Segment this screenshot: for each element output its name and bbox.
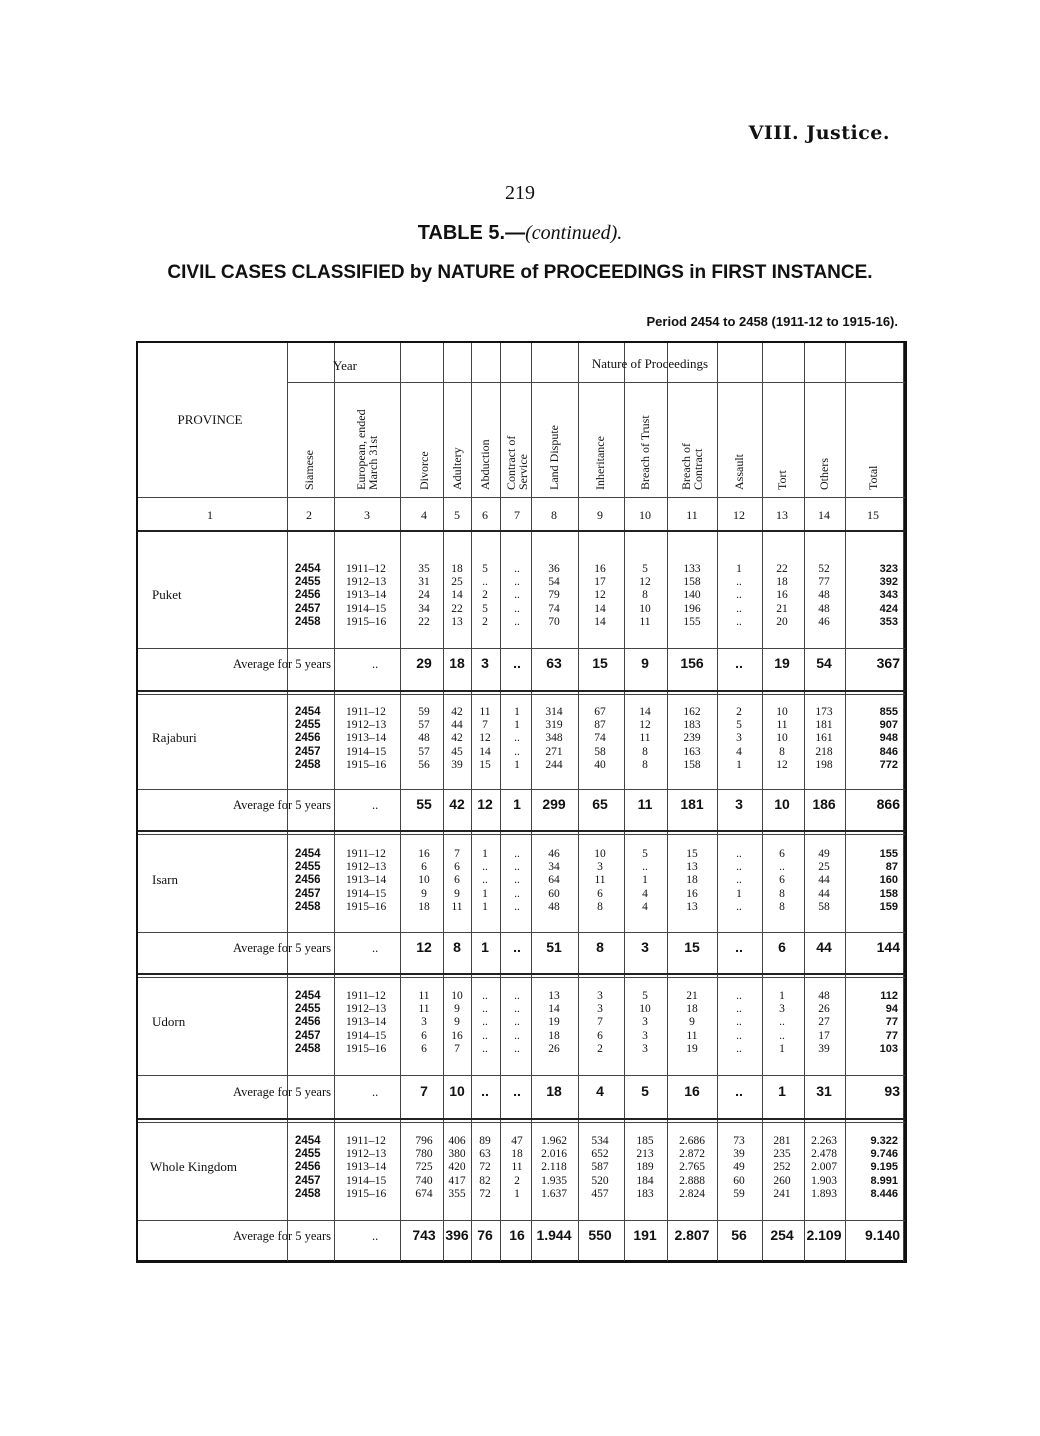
adultery-values: 7 6 6 9 11 <box>451 848 463 913</box>
breach-of-contract-values: 133 158 140 196 155 <box>683 563 701 628</box>
average-dots: .. <box>372 657 379 671</box>
period-label: Period 2454 to 2458 (1911-12 to 1915-16). <box>646 314 898 329</box>
inheritance-average: 8 <box>596 939 604 955</box>
section-header: VIII. Justice. <box>748 122 890 144</box>
adultery-average: 8 <box>453 939 461 955</box>
column-number: 9 <box>597 508 603 522</box>
breach-of-trust-values: 5 12 8 10 11 <box>639 563 651 628</box>
abduction-average: 76 <box>477 1227 493 1243</box>
abduction-average: 1 <box>481 939 489 955</box>
vertical-rule <box>334 343 335 1261</box>
average-dots: .. <box>372 1229 379 1243</box>
european-years: 1911–12 1912–13 1913–14 1914–15 1915–16 <box>346 990 387 1055</box>
average-rule <box>138 1220 905 1221</box>
column-number: 7 <box>514 508 520 522</box>
table-title-continued: (continued). <box>525 222 623 244</box>
divorce-values: 35 31 24 34 22 <box>418 563 430 628</box>
breach-of-contract-values: 162 183 239 163 158 <box>683 706 701 771</box>
average-rule <box>138 648 905 649</box>
others-average: 186 <box>812 796 836 812</box>
land-dispute-values: 314 319 348 271 244 <box>545 706 563 771</box>
contract-of-service-average: 16 <box>509 1227 525 1243</box>
divorce-values: 11 11 3 6 6 <box>418 990 430 1055</box>
average-label: Average for 5 years <box>233 1229 331 1243</box>
contract-of-service-header: Contract of Service <box>504 435 530 490</box>
others-values: 173 181 161 218 198 <box>815 706 833 771</box>
province-name-rajaburi: Rajaburi <box>152 730 197 745</box>
contract-of-service-values: .. .. .. .. .. <box>514 990 520 1055</box>
average-label: Average for 5 years <box>233 941 331 955</box>
average-rule <box>138 1075 905 1076</box>
adultery-average: 396 <box>445 1227 469 1243</box>
european-years: 1911–12 1912–13 1913–14 1914–15 1915–16 <box>346 1135 387 1200</box>
european-header: European, ended March 31st <box>354 409 380 490</box>
abduction-values: 89 63 72 82 72 <box>479 1135 491 1200</box>
total-values: 155 87 160 158 159 <box>879 848 898 913</box>
others-average: 2.109 <box>806 1227 842 1243</box>
siamese-years: 2454 2455 2456 2457 2458 <box>295 563 321 628</box>
divorce-average: 7 <box>420 1083 428 1099</box>
tort-values: 6 .. 6 8 8 <box>779 848 785 913</box>
average-dots: .. <box>372 1085 379 1099</box>
breach-of-contract-header: Breach of Contract <box>679 443 705 490</box>
siamese-years: 2454 2455 2456 2457 2458 <box>295 848 321 913</box>
adultery-average: 42 <box>449 796 465 812</box>
tort-values: 281 235 252 260 241 <box>773 1135 791 1200</box>
column-number: 10 <box>639 508 651 522</box>
contract-of-service-average: .. <box>513 655 521 671</box>
divorce-average: 55 <box>416 796 432 812</box>
table-title <box>300 222 740 245</box>
assault-values: 73 39 49 60 59 <box>733 1135 745 1200</box>
inheritance-average: 4 <box>596 1083 604 1099</box>
adultery-values: 10 9 9 16 7 <box>451 990 463 1055</box>
others-header: Others <box>817 458 831 490</box>
total-header: Total <box>866 465 880 490</box>
land-dispute-average: 51 <box>546 939 562 955</box>
total-average: 866 <box>876 796 900 812</box>
table-subtitle: CIVIL CASES CLASSIFIED by NATURE of PROCEEDINGS in FIRST INSTANCE. <box>167 262 873 283</box>
others-values: 49 25 44 44 58 <box>818 848 830 913</box>
column-number: 13 <box>776 508 788 522</box>
breach-of-trust-values: 5 .. 1 4 4 <box>642 848 648 913</box>
abduction-values: 5 .. 2 5 2 <box>482 563 488 628</box>
european-years: 1911–12 1912–13 1913–14 1914–15 1915–16 <box>346 706 387 771</box>
land-dispute-average: 299 <box>542 796 566 812</box>
breach-of-contract-average: 156 <box>680 655 704 671</box>
column-number: 6 <box>482 508 488 522</box>
divorce-values: 796 780 725 740 674 <box>415 1135 433 1200</box>
divorce-values: 59 57 48 57 56 <box>418 706 430 771</box>
breach-of-contract-values: 21 18 9 11 19 <box>686 990 698 1055</box>
breach-of-contract-average: 2.807 <box>674 1227 710 1243</box>
breach-of-trust-average: 5 <box>641 1083 649 1099</box>
total-average: 93 <box>884 1083 900 1099</box>
average-dots: .. <box>372 798 379 812</box>
others-values: 48 26 27 17 39 <box>818 990 830 1055</box>
header-rule <box>138 530 905 532</box>
tort-values: 10 11 10 8 12 <box>776 706 788 771</box>
assault-header: Assault <box>732 454 746 490</box>
land-dispute-average: 1.944 <box>536 1227 572 1243</box>
province-name-udorn: Udorn <box>152 1014 186 1029</box>
inheritance-values: 67 87 74 58 40 <box>594 706 606 771</box>
column-number: 3 <box>364 508 370 522</box>
section-rule <box>138 834 905 835</box>
average-rule <box>138 932 905 933</box>
province-name-isarn: Isarn <box>152 872 178 887</box>
column-number: 12 <box>733 508 745 522</box>
column-number: 11 <box>686 508 698 522</box>
abduction-header: Abduction <box>478 439 492 490</box>
assault-average: .. <box>735 939 743 955</box>
abduction-average: 12 <box>477 796 493 812</box>
column-number: 1 <box>207 508 213 522</box>
abduction-values: 1 .. .. 1 1 <box>482 848 488 913</box>
contract-of-service-values: .. .. .. .. .. <box>514 848 520 913</box>
column-number: 14 <box>818 508 830 522</box>
tort-average: 254 <box>770 1227 794 1243</box>
inheritance-average: 65 <box>592 796 608 812</box>
year-header: Year <box>333 358 357 373</box>
average-rule <box>138 789 905 790</box>
siamese-years: 2454 2455 2456 2457 2458 <box>295 706 321 771</box>
adultery-header: Adultery <box>450 447 464 490</box>
european-years: 1911–12 1912–13 1913–14 1914–15 1915–16 <box>346 563 387 628</box>
others-values: 52 77 48 48 46 <box>818 563 830 628</box>
others-average: 44 <box>816 939 832 955</box>
breach-of-contract-values: 15 13 18 16 13 <box>686 848 698 913</box>
province-header: PROVINCE <box>177 412 243 427</box>
contract-of-service-average: 1 <box>513 796 521 812</box>
assault-average: 56 <box>731 1227 747 1243</box>
column-number: 8 <box>551 508 557 522</box>
breach-of-trust-values: 185 213 189 184 183 <box>636 1135 654 1200</box>
assault-values: 2 5 3 4 1 <box>736 706 742 771</box>
tort-average: 19 <box>774 655 790 671</box>
column-number: 15 <box>867 508 879 522</box>
section-rule <box>138 973 905 975</box>
adultery-values: 42 44 42 45 39 <box>451 706 463 771</box>
breach-of-trust-average: 191 <box>633 1227 657 1243</box>
inheritance-values: 16 17 12 14 14 <box>594 563 606 628</box>
inheritance-average: 15 <box>592 655 608 671</box>
province-name-puket: Puket <box>152 587 182 602</box>
others-average: 54 <box>816 655 832 671</box>
breach-of-trust-header: Breach of Trust <box>638 415 652 490</box>
nature-header: Nature of Proceedings <box>591 356 709 371</box>
total-values: 9.322 9.746 9.195 8.991 8.446 <box>870 1135 898 1200</box>
abduction-values: 11 7 12 14 15 <box>479 706 491 771</box>
breach-of-trust-average: 11 <box>637 796 653 812</box>
header-rule <box>287 382 905 383</box>
section-rule <box>138 694 905 695</box>
divorce-header: Divorce <box>417 451 431 490</box>
assault-values: .. .. .. 1 .. <box>736 848 742 913</box>
abduction-average: .. <box>481 1083 489 1099</box>
european-years: 1911–12 1912–13 1913–14 1914–15 1915–16 <box>346 848 387 913</box>
tort-average: 10 <box>774 796 790 812</box>
assault-values: .. .. .. .. .. <box>736 990 742 1055</box>
inheritance-values: 10 3 11 6 8 <box>594 848 606 913</box>
divorce-average: 29 <box>416 655 432 671</box>
total-average: 367 <box>876 655 900 671</box>
column-number: 4 <box>421 508 427 522</box>
average-label: Average for 5 years <box>233 657 331 671</box>
contract-of-service-average: .. <box>513 939 521 955</box>
section-rule <box>138 690 905 692</box>
tort-average: 6 <box>778 939 786 955</box>
siamese-years: 2454 2455 2456 2457 2458 <box>295 1135 321 1200</box>
adultery-average: 18 <box>449 655 465 671</box>
adultery-values: 18 25 14 22 13 <box>451 563 463 628</box>
contract-of-service-values: 47 18 11 2 1 <box>511 1135 523 1200</box>
breach-of-contract-average: 15 <box>684 939 700 955</box>
breach-of-trust-values: 14 12 11 8 8 <box>639 706 651 771</box>
province-name-whole-kingdom: Whole Kingdom <box>150 1159 238 1174</box>
breach-of-contract-average: 181 <box>680 796 704 812</box>
inheritance-values: 3 3 7 6 2 <box>597 990 603 1055</box>
inheritance-values: 534 652 587 520 457 <box>591 1135 609 1200</box>
land-dispute-values: 46 34 64 60 48 <box>548 848 560 913</box>
others-values: 2.263 2.478 2.007 1.903 1.893 <box>811 1135 837 1200</box>
land-dispute-header: Land Dispute <box>547 425 561 490</box>
column-number: 2 <box>306 508 312 522</box>
assault-average: .. <box>735 1083 743 1099</box>
inheritance-average: 550 <box>588 1227 612 1243</box>
land-dispute-values: 36 54 79 74 70 <box>548 563 560 628</box>
total-values: 323 392 343 424 353 <box>879 563 898 628</box>
adultery-values: 406 380 420 417 355 <box>448 1135 466 1200</box>
column-number: 5 <box>454 508 460 522</box>
page-number: 219 <box>505 182 535 204</box>
adultery-average: 10 <box>449 1083 465 1099</box>
breach-of-trust-average: 9 <box>641 655 649 671</box>
breach-of-trust-average: 3 <box>641 939 649 955</box>
contract-of-service-values: 1 1 .. .. 1 <box>514 706 520 771</box>
section-rule <box>138 977 905 978</box>
total-values: 112 94 77 77 103 <box>879 990 898 1055</box>
divorce-values: 16 6 10 9 18 <box>418 848 430 913</box>
total-average: 9.140 <box>864 1227 900 1243</box>
siamese-header: Siamese <box>302 450 316 490</box>
vertical-rule <box>903 343 904 1261</box>
tort-header: Tort <box>775 470 789 490</box>
tort-values: 1 3 .. .. 1 <box>779 990 785 1055</box>
total-values: 855 907 948 846 772 <box>879 706 898 771</box>
divorce-average: 743 <box>412 1227 436 1243</box>
siamese-years: 2454 2455 2456 2457 2458 <box>295 990 321 1055</box>
breach-of-contract-values: 2.686 2.872 2.765 2.888 2.824 <box>679 1135 705 1200</box>
section-rule <box>138 1122 905 1123</box>
average-dots: .. <box>372 941 379 955</box>
inheritance-header: Inheritance <box>593 436 607 490</box>
land-dispute-values: 13 14 19 18 26 <box>548 990 560 1055</box>
header-rule <box>138 497 905 498</box>
contract-of-service-values: .. .. .. .. .. <box>514 563 520 628</box>
total-average: 144 <box>876 939 900 955</box>
breach-of-contract-average: 16 <box>684 1083 700 1099</box>
section-rule <box>138 830 905 832</box>
assault-average: 3 <box>735 796 743 812</box>
breach-of-trust-values: 5 10 3 3 3 <box>639 990 651 1055</box>
contract-of-service-average: .. <box>513 1083 521 1099</box>
section-rule <box>138 1118 905 1120</box>
tort-average: 1 <box>778 1083 786 1099</box>
tort-values: 22 18 16 21 20 <box>776 563 788 628</box>
others-average: 31 <box>816 1083 832 1099</box>
average-label: Average for 5 years <box>233 798 331 812</box>
land-dispute-average: 63 <box>546 655 562 671</box>
divorce-average: 12 <box>416 939 432 955</box>
abduction-values: .. .. .. .. .. <box>482 990 488 1055</box>
assault-values: 1 .. .. .. .. <box>736 563 742 628</box>
land-dispute-average: 18 <box>546 1083 562 1099</box>
abduction-average: 3 <box>481 655 489 671</box>
land-dispute-values: 1.962 2.016 2.118 1.935 1.637 <box>541 1135 567 1200</box>
average-label: Average for 5 years <box>233 1085 331 1099</box>
table-title-main: TABLE 5.— <box>417 222 526 244</box>
assault-average: .. <box>735 655 743 671</box>
